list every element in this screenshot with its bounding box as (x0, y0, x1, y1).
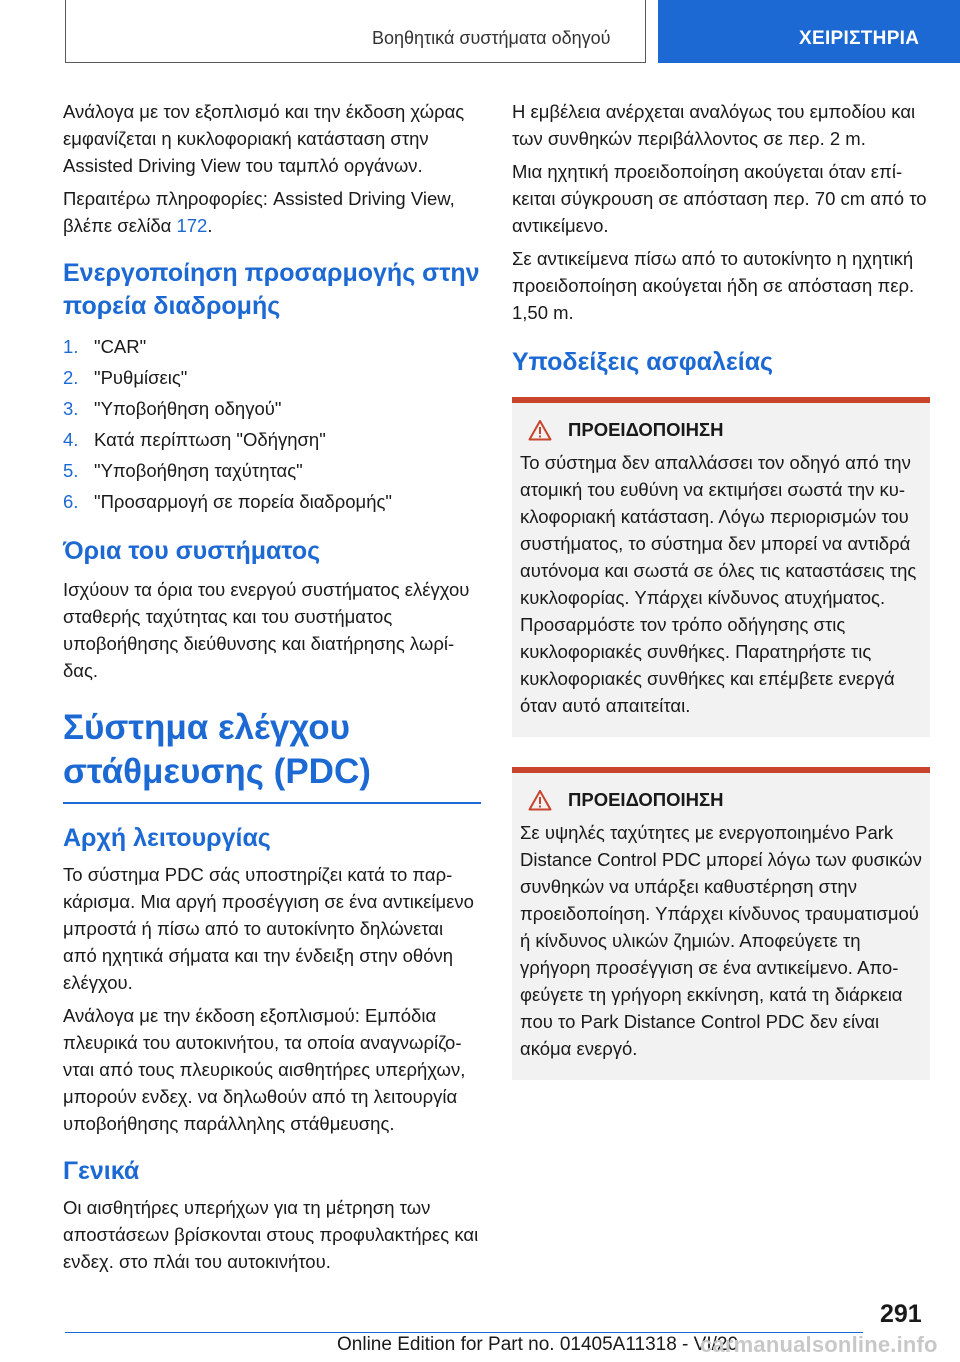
step-text: "Ρυθμίσεις" (94, 367, 188, 388)
intro-paragraph: Ανάλογα με τον εξοπλισμό και την έκδοση χώρας εμφανίζεται η κυκλοφοριακή κατάσταση στην Assisted Driving View του ταμπλό οργάνων. (63, 101, 465, 176)
list-item (63, 362, 481, 393)
step-number: 1. (63, 336, 79, 357)
step-number: 5. (63, 460, 79, 481)
limits-paragraph: Ισχύουν τα όρια του ενεργού συστήματος ελέγχου σταθερής ταχύτητας και του συστήματος υποβοήθησης διεύθυνσης και διατήρησης λωρίδας. (63, 579, 470, 681)
heading-activation: Ενεργοποίηση προσαρμογής στην πορεία διαδρομής (63, 259, 480, 320)
list-item (63, 331, 481, 362)
warning-box (512, 767, 930, 1080)
collision-paragraph: Μια ηχητική προειδοποίηση ακούγεται όταν επίκειται σύγκρουση σε απόσταση περ. 70 cm από το αντικείμενο. (512, 161, 927, 236)
warning-text: Σε υψηλές ταχύτητες με ενεργοποιημένο Park Distance Control PDC μπορεί λόγω των φυσικών συνθηκών να υπάρξει καθυστέρηση στην προειδοποίηση. Υπάρχει κίνδυνος τραυματισμού ή κίνδυνος υλικών ζημιών. Αποφεύγετε τη γρήγορη προσέγγιση σε ένα αντικείμενο. Αποφεύγετε τη γρήγορη εκκίνηση, κατά τη διάρκεια που το Park Distance Control PDC δεν είναι ακόμα ενεργό. (520, 822, 922, 1059)
reference-end: . (207, 215, 213, 236)
step-text: "Υποβοήθηση οδηγού" (94, 398, 282, 419)
step-number: 2. (63, 367, 79, 388)
general-paragraph: Οι αισθητήρες υπερήχων για τη μέτρηση των αποστάσεων βρίσκονται στους προφυλακτήρες και ενδεχ. στο πλάι του αυτοκινήτου. (63, 1197, 479, 1272)
rear-paragraph: Σε αντικείμενα πίσω από το αυτοκίνητο η ηχητική προειδοποίηση ακούγεται ήδη σε απόσταση περ. 1,50 m. (512, 248, 915, 323)
reference-paragraph (63, 185, 481, 239)
warning-title: ΠΡΟΕΙΔΟΠΟΙΗΣΗ (568, 419, 724, 440)
list-item (63, 424, 481, 455)
range-paragraph: Η εμβέλεια ανέρχεται αναλόγως του εμποδίου και των συνθηκών περιβάλλοντος σε περ. 2 m. (512, 101, 916, 149)
step-text: "CAR" (94, 336, 147, 357)
heading-safety: Υποδείξεις ασφαλείας (512, 348, 774, 376)
right-column (512, 98, 930, 1080)
principle-paragraph-1: Το σύστημα PDC σάς υποστηρίζει κατά το παρκάρισμα. Μια αργή προσέγγιση σε ένα αντικείμενο μπροστά ή πίσω από το αυτοκίνητο δηλώνεται από ηχητικά σήματα και την ένδειξη στην οθόνη ελέγχου. (63, 864, 474, 993)
warning-header (520, 789, 922, 811)
warning-triangle-icon (528, 789, 552, 811)
heading-pdc: Σύστημα ελέγχου στάθμευσης (PDC) (63, 706, 481, 804)
step-text: "Προσαρμογή σε πορεία διαδρομής" (94, 491, 392, 512)
step-text: "Υποβοήθηση ταχύτητας" (94, 460, 303, 481)
step-number: 6. (63, 491, 79, 512)
list-item (63, 455, 481, 486)
warning-triangle-icon (528, 419, 552, 441)
warning-text: Το σύστημα δεν απαλλάσσει τον οδηγό από την ατομική του ευθύνη να εκτιμήσει σωστά την κυκλοφοριακή κατάσταση. Λόγω περιορισμών του συστήματος, το σύστημα δεν μπορεί να αντιδρά αυτόνομα και σωστά σε όλες τις καταστάσεις της κυκλοφορίας. Υπάρχει κίνδυνος ατυχήματος. Προσαρμόστε τον τρόπο οδήγησης στις κυκλοφοριακές συνθήκες. Παρατηρήστε τις κυκλοφοριακές συνθήκες και επέμβετε ενεργά όταν αυτό απαιτείται. (520, 452, 917, 716)
warning-box (512, 397, 930, 737)
tab-controls-label: ΧΕΙΡΙΣΤΗΡΙΑ (799, 28, 920, 49)
heading-general: Γενικά (63, 1157, 140, 1185)
step-text: Κατά περίπτωση "Οδήγηση" (94, 429, 326, 450)
heading-principle: Αρχή λειτουργίας (63, 824, 271, 852)
warning-title: ΠΡΟΕΙΔΟΠΟΙΗΣΗ (568, 789, 724, 810)
reference-text: Περαιτέρω πληροφορίες: Assisted Driving View, βλέπε σελίδα (63, 188, 455, 236)
list-item (63, 486, 481, 517)
steps-list (63, 331, 481, 517)
heading-limits: Όρια του συστήματος (63, 537, 321, 565)
warning-header (520, 419, 922, 441)
principle-paragraph-2: Ανάλογα με την έκδοση εξοπλισμού: Εμπόδια πλευρικά του αυτοκινήτου, τα οποία αναγνωρίζονται από τους πλευρικούς αισθητήρες υπερήχων, μπορούν ενδεχ. να δηλωθούν από τη λειτουργία υποβοήθησης παράλληλης στάθμευσης. (63, 1005, 466, 1134)
watermark: carmanualsonline.info (700, 1332, 938, 1357)
edition-text: Online Edition for Part no. 01405A11318 - VI/20 (337, 1334, 739, 1355)
step-number: 3. (63, 398, 79, 419)
page-link[interactable]: 172 (176, 215, 208, 236)
left-column (63, 98, 481, 1281)
section-title: Βοηθητικά συστήματα οδηγού (372, 28, 611, 48)
list-item (63, 393, 481, 424)
tab-controls[interactable] (658, 0, 960, 63)
page-number: 291 (880, 1300, 922, 1328)
step-number: 4. (63, 429, 79, 450)
